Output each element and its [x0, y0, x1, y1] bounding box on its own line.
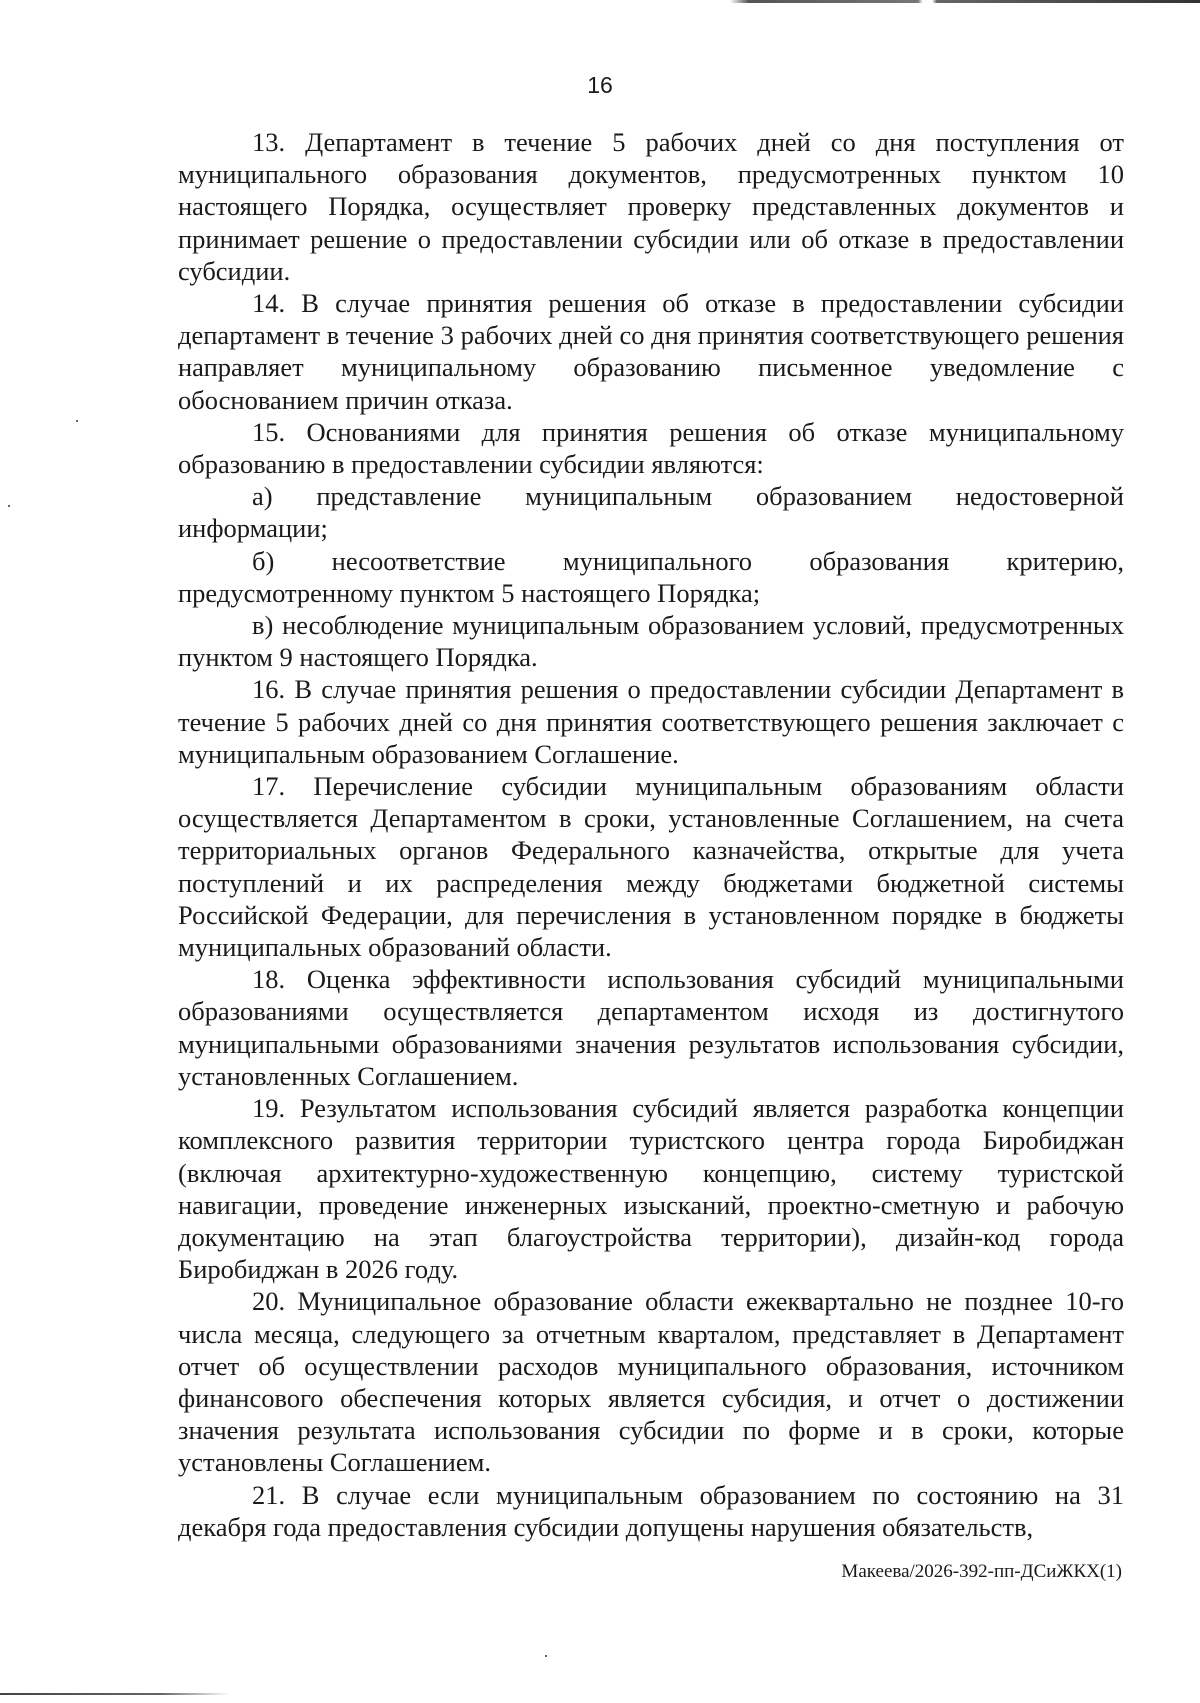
- paragraph-17: 17. Перечисление субсидии муниципальным образованиям области осуществляется Департаментом в сроки, установленные Соглашением, на счета территориальных органов Федерального казначейства, открытые для учета поступлений и их распределения между бюджетами бюджетной системы Российской Федерации, для перечисления в установленном порядке в бюджеты муниципальных образований области.: [178, 771, 1124, 963]
- paragraph-16: 16. В случае принятия решения о предоставлении субсидии Департамент в течение 5 рабочих дней со дня принятия соответствующего решения заключает с муниципальным образованием Соглашение.: [178, 674, 1124, 769]
- paragraph-19: 19. Результатом использования субсидий является разработка концепции комплексного развития территории туристского центра города Биробиджан (включая архитектурно-художественную концепцию, систему туристской навигации, проведение инженерных изысканий, проектно-сметную и рабочую документацию на этап благоустройства территории), дизайн-код города Биробиджан в 2026 году.: [178, 1093, 1124, 1285]
- scan-artifact-bottom: [0, 1693, 230, 1695]
- document-body: [178, 126, 1124, 1543]
- paragraph-15-c: в) несоблюдение муниципальным образованием условий, предусмотренных пунктом 9 настоящего Порядка.: [178, 610, 1124, 673]
- paragraph-14: 14. В случае принятия решения об отказе в предоставлении субсидии департамент в течение 3 рабочих дней со дня принятия соответствующего решения направляет муниципальному образованию письменное уведомление с обоснованием причин отказа.: [178, 288, 1124, 415]
- paragraph-15: 15. Основаниями для принятия решения об отказе муниципальному образованию в предоставлении субсидии являются:: [178, 416, 1124, 480]
- paragraph-21: 21. В случае если муниципальным образованием по состоянию на 31 декабря года предоставления субсидии допущены нарушения обязательств,: [178, 1479, 1124, 1542]
- document-code: Макеева/2026-392-пп-ДСиЖКХ(1): [841, 1561, 1122, 1582]
- paragraph-15-a: а) представление муниципальным образованием недостоверной информации;: [178, 481, 1124, 544]
- scan-speck: [8, 505, 10, 507]
- paragraph-20: 20. Муниципальное образование области ежеквартально не позднее 10-го числа месяца, следующего за отчетным кварталом, представляет в Департамент отчет об осуществлении расходов муниципального образования, источником финансового обеспечения которых является субсидия, и отчет о достижении значения результата использования субсидии по форме и в сроки, которые установлены Соглашением.: [178, 1286, 1124, 1478]
- page-number: 16: [587, 72, 613, 98]
- scan-artifact-top: [730, 0, 1200, 3]
- paragraph-13: 13. Департамент в течение 5 рабочих дней со дня поступления от муниципального образования документов, предусмотренных пунктом 10 настоящего Порядка, осуществляет проверку представленных документов и принимает решение о предоставлении субсидии или об отказе в предоставлении субсидии.: [178, 127, 1124, 286]
- paragraph-18: 18. Оценка эффективности использования субсидий муниципальными образованиями осуществляется департаментом исходя из достигнутого муниципальными образованиями значения результатов использования субсидии, установленных Соглашением.: [178, 964, 1124, 1091]
- scan-speck: [545, 1655, 547, 1657]
- scan-speck: [76, 420, 78, 422]
- paragraph-15-b: б) несоответствие муниципального образования критерию, предусмотренному пунктом 5 настоящего Порядка;: [178, 545, 1124, 608]
